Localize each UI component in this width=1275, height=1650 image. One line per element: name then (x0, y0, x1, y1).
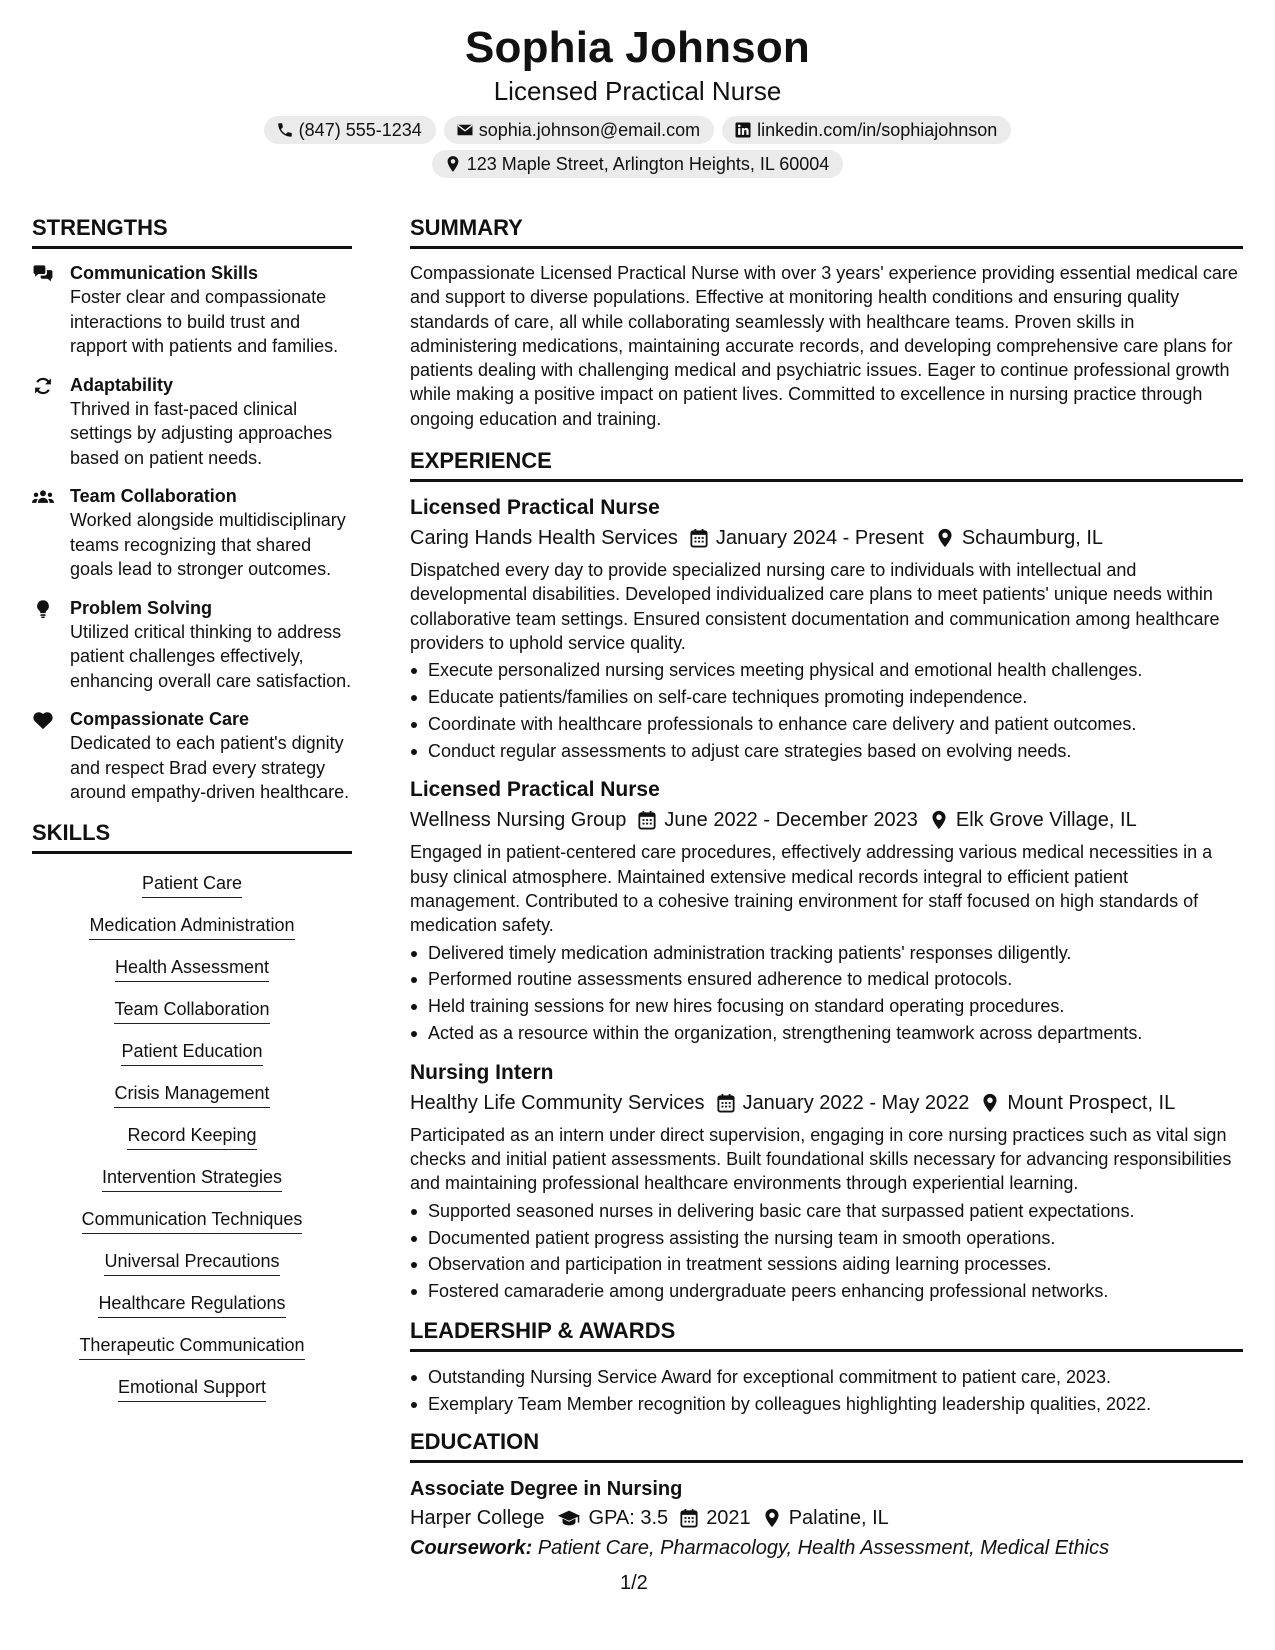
gpa-text: GPA: 3.5 (588, 1506, 669, 1529)
list-item: Conduct regular assessments to adjust care strategies based on evolving needs. (410, 738, 1243, 765)
job-dates: June 2022 - December 2023 (664, 809, 918, 832)
linkedin-chip[interactable] (722, 116, 1011, 144)
address-row (0, 150, 1275, 178)
phone-icon (276, 121, 294, 139)
list-item: Documented patient progress assisting the nursing team in smooth operations. (410, 1225, 1243, 1252)
list-item: Held training sessions for new hires focusing on standard operating procedures. (410, 993, 1243, 1020)
calendar-icon (638, 810, 656, 830)
coursework-text: Patient Care, Pharmacology, Health Assessment, Medical Ethics (537, 1536, 1110, 1559)
strength-title: Adaptability (70, 374, 174, 395)
school-location: Palatine, IL (788, 1506, 889, 1529)
contact-row (0, 116, 1275, 144)
envelope-icon (456, 121, 474, 139)
email-chip[interactable] (444, 116, 714, 144)
job-dates: January 2024 - Present (715, 527, 924, 550)
users-icon (32, 487, 54, 507)
coursework (410, 1533, 1243, 1563)
list-item: Fostered camaraderie among undergraduate peers enhancing professional networks. (410, 1278, 1243, 1305)
list-item: Observation and participation in treatment sessions aiding learning processes. (410, 1251, 1243, 1278)
strength-item (32, 373, 352, 471)
list-item: Exemplary Team Member recognition by colleagues highlighting leadership qualities, 2022. (410, 1391, 1243, 1418)
list-item: Outstanding Nursing Service Award for exceptional commitment to patient care, 2023. (410, 1364, 1243, 1391)
leadership-heading: LEADERSHIP & AWARDS (410, 1317, 1243, 1352)
job-location: Elk Grove Village, IL (955, 809, 1137, 832)
skill-item: Patient Education (121, 1038, 262, 1066)
leadership-list (410, 1364, 1243, 1418)
strength-item (32, 261, 352, 359)
job-description: Participated as an intern under direct supervision, engaging in core nursing practices such as vital sign checks and initial patient assessments. Built foundational skills necessary for advancing responsibilities and maintaining professional healthcare environments through experiential learning. (410, 1124, 1232, 1194)
address-text: 123 Maple Street, Arlington Heights, IL 60004 (466, 154, 830, 174)
right-column (410, 214, 1243, 1563)
skill-item: Universal Precautions (104, 1248, 279, 1276)
job-meta (410, 806, 1243, 834)
calendar-icon (690, 528, 708, 548)
job-bullets (410, 940, 1243, 1047)
linkedin-text: linkedin.com/in/sophiajohnson (757, 120, 998, 140)
heart-icon (32, 710, 54, 730)
resume-header (0, 22, 1275, 178)
strength-title: Compassionate Care (70, 709, 250, 729)
skill-item: Patient Care (142, 870, 242, 898)
skills-list (32, 866, 352, 1402)
job-meta (410, 524, 1243, 552)
linkedin-icon (734, 121, 752, 139)
map-pin-icon (936, 528, 954, 548)
strength-title: Problem Solving (70, 597, 213, 618)
map-pin-icon (444, 155, 462, 173)
list-item: Coordinate with healthcare professionals to enhance care delivery and patient outcomes. (410, 711, 1243, 738)
job-location: Schaumburg, IL (961, 527, 1104, 550)
strength-item (32, 596, 352, 694)
calendar-icon (717, 1093, 735, 1113)
school-name: Harper College (410, 1506, 545, 1529)
strength-desc: Worked alongside multidisciplinary teams recognizing that shared goals lead to stronger outcomes. (70, 510, 346, 579)
list-item: Execute personalized nursing services meeting physical and emotional health challenges. (410, 657, 1243, 684)
list-item: Delivered timely medication administration tracking patients' responses diligently. (410, 940, 1243, 967)
phone-text: (847) 555-1234 (298, 120, 422, 140)
candidate-name: Sophia Johnson (464, 23, 811, 72)
job-location: Mount Prospect, IL (1007, 1091, 1176, 1114)
skill-item: Record Keeping (127, 1122, 256, 1150)
skill-item: Healthcare Regulations (98, 1290, 285, 1318)
summary-heading: SUMMARY (410, 214, 1243, 249)
skill-item: Medication Administration (89, 912, 294, 940)
strength-item (32, 707, 352, 805)
job-company: Caring Hands Health Services (410, 527, 678, 550)
job-meta (410, 1089, 1243, 1117)
skill-item: Team Collaboration (114, 996, 269, 1024)
skill-item: Therapeutic Communication (79, 1332, 304, 1360)
job-description: Engaged in patient-centered care procedures, effectively addressing various medical necessities in a busy clinical atmosphere. Maintained extensive medical records integral to efficient patient management. Contributed to a cohesive training environment for staff focused on high standards of medication safety. (410, 842, 1213, 936)
job-company: Healthy Life Community Services (410, 1091, 705, 1114)
map-pin-icon (930, 810, 948, 830)
page-number: 1/2 (620, 1572, 648, 1594)
job-title: Licensed Practical Nurse (410, 496, 660, 520)
experience-heading: EXPERIENCE (410, 447, 1243, 482)
degree-title: Associate Degree in Nursing (410, 1477, 683, 1500)
left-column (32, 214, 352, 1416)
address-chip[interactable] (432, 150, 844, 178)
skill-item: Intervention Strategies (102, 1164, 282, 1192)
education-meta (410, 1503, 1243, 1533)
calendar-icon (680, 1508, 698, 1528)
email-text: sophia.johnson@email.com (478, 120, 701, 140)
skill-item: Health Assessment (115, 954, 269, 982)
list-item: Performed routine assessments ensured adherence to medical protocols. (410, 966, 1243, 993)
strength-title: Team Collaboration (70, 486, 237, 506)
graduation-year: 2021 (706, 1506, 751, 1529)
job-entry (410, 776, 1243, 1046)
skill-item: Communication Techniques (82, 1206, 303, 1234)
sync-icon (32, 376, 54, 396)
coursework-label: Coursework: (410, 1536, 533, 1559)
list-item: Supported seasoned nurses in delivering basic care that surpassed patient expectations. (410, 1198, 1243, 1225)
strength-title: Communication Skills (70, 263, 259, 283)
candidate-role: Licensed Practical Nurse (493, 76, 782, 106)
skills-heading: SKILLS (32, 819, 352, 854)
strengths-heading: STRENGTHS (32, 214, 352, 249)
lightbulb-icon (32, 599, 54, 619)
job-title: Nursing Intern (410, 1060, 554, 1084)
phone-chip[interactable] (264, 116, 436, 144)
job-company: Wellness Nursing Group (410, 809, 627, 832)
graduation-cap-icon (557, 1508, 581, 1528)
job-bullets (410, 657, 1243, 764)
education-heading: EDUCATION (410, 1428, 1243, 1463)
strength-desc: Dedicated to each patient's dignity and respect Brad every strategy around empathy-driven healthcare. (70, 733, 350, 802)
job-bullets (410, 1198, 1243, 1305)
skill-item: Crisis Management (114, 1080, 269, 1108)
job-description: Dispatched every day to provide specialized nursing care to individuals with intellectual and developmental disabilities. Developed individualized care plans to meet patients' unique needs within collaborative team settings. Ensured consistent documentation and communication among healthcare providers to uphold service quality. (410, 560, 1220, 653)
comments-icon (32, 264, 54, 284)
list-item: Educate patients/families on self-care techniques promoting independence. (410, 684, 1243, 711)
strength-desc: Utilized critical thinking to address patient challenges effectively, enhancing overall care satisfaction. (70, 621, 352, 691)
job-entry (410, 494, 1243, 764)
list-item: Acted as a resource within the organization, strengthening teamwork across departments. (410, 1020, 1243, 1047)
strength-item (32, 484, 352, 582)
job-title: Licensed Practical Nurse (410, 778, 660, 802)
job-entry (410, 1059, 1243, 1305)
strength-desc: Thrived in fast-paced clinical settings by adjusting approaches based on patient needs. (70, 398, 333, 468)
skill-item: Emotional Support (118, 1374, 266, 1402)
job-dates: January 2022 - May 2022 (742, 1091, 970, 1114)
strength-desc: Foster clear and compassionate interactions to build trust and rapport with patients and families. (70, 287, 339, 356)
summary-text: Compassionate Licensed Practical Nurse with over 3 years' experience providing essential medical care and support to diverse populations. Effective at monitoring health conditions and ensuring quality standards of care, all while collaborating seamlessly with healthcare teams. Proven skills in administering medications, maintaining accurate records, and developing comprehensive care plans for patients dealing with challenging medical and psychiatric issues. Eager to continue professional growth while making a positive impact on patient lives. Committed to excellence in nursing practice through ongoing education and training. (410, 263, 1238, 429)
map-pin-icon (981, 1093, 999, 1113)
map-pin-icon (763, 1508, 781, 1528)
